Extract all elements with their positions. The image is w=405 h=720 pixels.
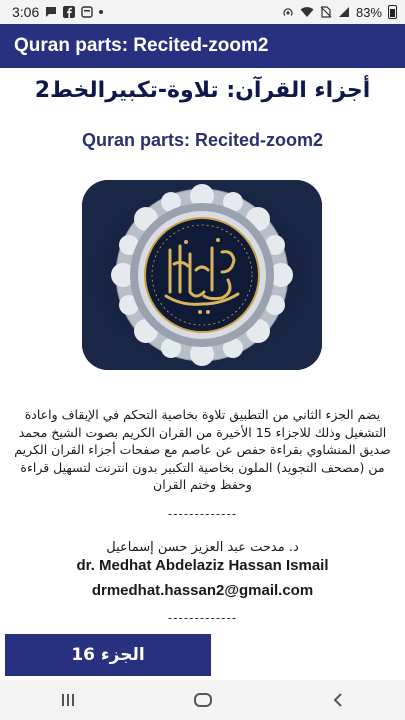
message-icon bbox=[45, 6, 57, 18]
home-button[interactable] bbox=[173, 680, 233, 720]
battery-icon bbox=[388, 5, 397, 19]
back-button[interactable] bbox=[308, 680, 368, 720]
facebook-icon bbox=[63, 6, 75, 18]
main-content[interactable] bbox=[0, 68, 405, 680]
status-bar bbox=[0, 0, 405, 24]
system-nav-bar bbox=[0, 680, 405, 720]
author-email[interactable]: drmedhat.hassan2@gmail.com bbox=[91, 582, 314, 599]
part-16-button[interactable]: الجزء 16 bbox=[5, 634, 211, 676]
arabic-title: أجزاء القرآن: تلاوة-تكبيرالخط2 bbox=[34, 78, 371, 103]
author-english: dr. Medhat Abdelaziz Hassan Ismail bbox=[76, 557, 329, 574]
home-icon bbox=[193, 692, 213, 708]
wifi-icon bbox=[300, 6, 314, 18]
recent-apps-icon bbox=[60, 692, 76, 708]
status-time: 3:06 bbox=[12, 4, 40, 20]
recent-apps-button[interactable] bbox=[38, 680, 98, 720]
signal-icon bbox=[338, 6, 350, 18]
quran-emblem-image bbox=[82, 180, 322, 370]
app-bar bbox=[0, 24, 405, 68]
description-text: يضم الجزء الثاني من التطبيق تلاوة بخاصية التحكم في الإيقاف واعادة التشغيل وذلك للاجزاء 15 الأخيرة من القران الكريم بصوت الشيخ محمد صديق المنشاوي بقراءة حفص عن عاصم مع صفحات أجزاء القران الكريم من (مصحف التجويد) الملون بخاصية التكبير بدون انترنت لتسهيل قراءة وحفظ وختم القران bbox=[14, 407, 391, 492]
english-title: Quran parts: Recited-zoom2 bbox=[81, 130, 324, 150]
author-arabic: د. مدحت عبد العزيز حسن إسماعيل bbox=[106, 540, 299, 555]
dot-icon bbox=[99, 10, 103, 14]
app-bar-title: Quran parts: Recited-zoom2 bbox=[14, 35, 269, 56]
back-icon bbox=[332, 692, 344, 708]
notification-icon bbox=[81, 6, 93, 18]
divider-bottom: ------------- bbox=[167, 610, 238, 625]
battery-percent: 83% bbox=[355, 4, 382, 20]
divider-top: ------------- bbox=[167, 506, 238, 521]
no-sim-icon bbox=[320, 6, 332, 18]
hotspot-icon bbox=[282, 6, 294, 18]
